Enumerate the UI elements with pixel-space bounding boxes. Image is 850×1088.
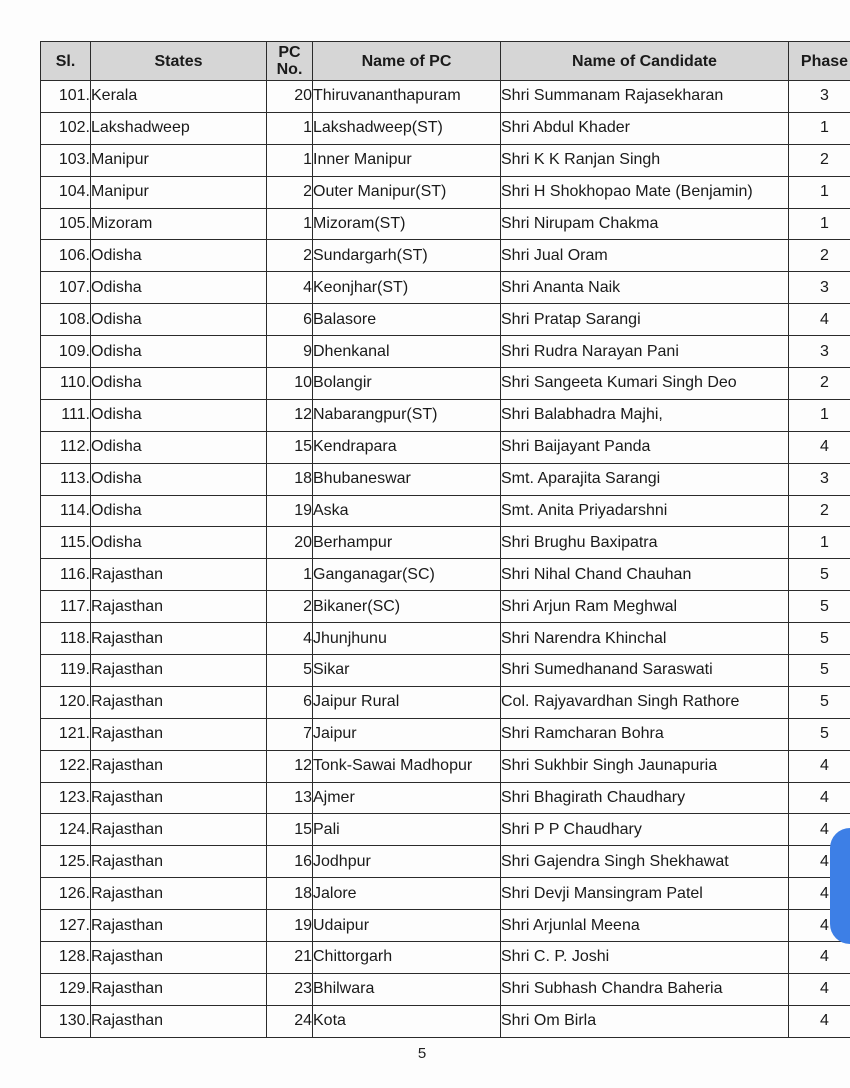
cell-state: Manipur [91, 176, 267, 208]
cell-candidate: Shri Arjunlal Meena [501, 910, 789, 942]
cell-pc-no: 18 [267, 878, 313, 910]
table-row [41, 942, 850, 974]
table-row [41, 591, 850, 623]
cell-state: Kerala [91, 81, 267, 113]
cell-sl: 116. [41, 559, 91, 591]
table-row [41, 144, 850, 176]
cell-sl: 106. [41, 240, 91, 272]
cell-state: Odisha [91, 399, 267, 431]
cell-pc-name: Aska [313, 495, 501, 527]
cell-pc-no: 5 [267, 655, 313, 687]
table-row [41, 240, 850, 272]
cell-phase: 5 [789, 686, 850, 718]
cell-state: Rajasthan [91, 718, 267, 750]
cell-sl: 125. [41, 846, 91, 878]
cell-candidate: Shri Sukhbir Singh Jaunapuria [501, 750, 789, 782]
cell-phase: 2 [789, 368, 850, 400]
cell-pc-no: 23 [267, 973, 313, 1005]
cell-pc-name: Kota [313, 1005, 501, 1037]
cell-state: Rajasthan [91, 973, 267, 1005]
cell-pc-no: 10 [267, 368, 313, 400]
cell-phase: 4 [789, 942, 850, 974]
cell-candidate: Shri Rudra Narayan Pani [501, 336, 789, 368]
cell-candidate: Shri K K Ranjan Singh [501, 144, 789, 176]
cell-pc-name: Ajmer [313, 782, 501, 814]
page-number: 5 [417, 1045, 427, 1062]
cell-pc-name: Keonjhar(ST) [313, 272, 501, 304]
cell-pc-no: 7 [267, 718, 313, 750]
cell-pc-name: Mizoram(ST) [313, 208, 501, 240]
cell-state: Rajasthan [91, 782, 267, 814]
cell-candidate: Shri Sangeeta Kumari Singh Deo [501, 368, 789, 400]
cell-pc-no: 12 [267, 750, 313, 782]
cell-phase: 4 [789, 910, 850, 942]
cell-phase: 2 [789, 144, 850, 176]
cell-state: Rajasthan [91, 655, 267, 687]
cell-state: Odisha [91, 304, 267, 336]
cell-candidate: Shri Subhash Chandra Baheria [501, 973, 789, 1005]
cell-sl: 102. [41, 112, 91, 144]
table-row [41, 1005, 850, 1037]
cell-pc-name: Udaipur [313, 910, 501, 942]
cell-pc-no: 6 [267, 686, 313, 718]
cell-pc-name: Nabarangpur(ST) [313, 399, 501, 431]
cell-pc-no: 2 [267, 591, 313, 623]
cell-candidate: Shri Narendra Khinchal [501, 623, 789, 655]
cell-sl: 113. [41, 463, 91, 495]
cell-pc-name: Jodhpur [313, 846, 501, 878]
cell-pc-name: Tonk-Sawai Madhopur [313, 750, 501, 782]
cell-sl: 103. [41, 144, 91, 176]
cell-state: Rajasthan [91, 1005, 267, 1037]
cell-pc-name: Bhilwara [313, 973, 501, 1005]
cell-candidate: Shri Gajendra Singh Shekhawat [501, 846, 789, 878]
cell-phase: 5 [789, 655, 850, 687]
cell-candidate: Smt. Anita Priyadarshni [501, 495, 789, 527]
cell-pc-name: Jalore [313, 878, 501, 910]
cell-state: Rajasthan [91, 686, 267, 718]
cell-candidate: Smt. Aparajita Sarangi [501, 463, 789, 495]
header-pc-no [267, 42, 313, 81]
table-row [41, 304, 850, 336]
table-row [41, 431, 850, 463]
cell-pc-no: 2 [267, 176, 313, 208]
cell-state: Rajasthan [91, 942, 267, 974]
cell-sl: 124. [41, 814, 91, 846]
cell-state: Rajasthan [91, 878, 267, 910]
cell-sl: 127. [41, 910, 91, 942]
header-name-of-candidate: Name of Candidate [501, 42, 789, 81]
cell-sl: 109. [41, 336, 91, 368]
cell-phase: 5 [789, 591, 850, 623]
cell-candidate: Shri Sumedhanand Saraswati [501, 655, 789, 687]
cell-state: Odisha [91, 495, 267, 527]
cell-pc-name: Lakshadweep(ST) [313, 112, 501, 144]
cell-state: Rajasthan [91, 591, 267, 623]
cell-pc-name: Dhenkanal [313, 336, 501, 368]
cell-sl: 121. [41, 718, 91, 750]
cell-phase: 5 [789, 559, 850, 591]
table-row [41, 686, 850, 718]
cell-phase: 4 [789, 782, 850, 814]
cell-candidate: Shri Arjun Ram Meghwal [501, 591, 789, 623]
cell-pc-name: Chittorgarh [313, 942, 501, 974]
cell-state: Rajasthan [91, 910, 267, 942]
table-row [41, 399, 850, 431]
cell-pc-no: 9 [267, 336, 313, 368]
cell-pc-no: 1 [267, 208, 313, 240]
table-row [41, 750, 850, 782]
cell-pc-no: 19 [267, 910, 313, 942]
cell-pc-name: Ganganagar(SC) [313, 559, 501, 591]
cell-pc-no: 20 [267, 527, 313, 559]
cell-phase: 3 [789, 272, 850, 304]
table-row [41, 527, 850, 559]
cell-phase: 2 [789, 495, 850, 527]
cell-state: Mizoram [91, 208, 267, 240]
cell-phase: 1 [789, 527, 850, 559]
cell-candidate: Shri Ananta Naik [501, 272, 789, 304]
cell-sl: 126. [41, 878, 91, 910]
cell-pc-no: 18 [267, 463, 313, 495]
table-header [41, 42, 850, 81]
cell-phase: 4 [789, 973, 850, 1005]
cell-state: Odisha [91, 240, 267, 272]
cell-pc-name: Bhubaneswar [313, 463, 501, 495]
cell-pc-name: Inner Manipur [313, 144, 501, 176]
cell-pc-no: 15 [267, 431, 313, 463]
cell-state: Odisha [91, 272, 267, 304]
cell-candidate: Shri Nihal Chand Chauhan [501, 559, 789, 591]
cell-state: Rajasthan [91, 559, 267, 591]
cell-pc-name: Kendrapara [313, 431, 501, 463]
cell-sl: 117. [41, 591, 91, 623]
cell-state: Rajasthan [91, 750, 267, 782]
cell-candidate: Col. Rajyavardhan Singh Rathore [501, 686, 789, 718]
cell-sl: 128. [41, 942, 91, 974]
cell-phase: 1 [789, 176, 850, 208]
cell-candidate: Shri Jual Oram [501, 240, 789, 272]
cell-phase: 3 [789, 463, 850, 495]
cell-pc-no: 1 [267, 144, 313, 176]
cell-phase: 1 [789, 399, 850, 431]
table-row [41, 559, 850, 591]
cell-pc-name: Jaipur Rural [313, 686, 501, 718]
cell-state: Manipur [91, 144, 267, 176]
cell-pc-name: Bikaner(SC) [313, 591, 501, 623]
cell-state: Rajasthan [91, 846, 267, 878]
cell-pc-no: 16 [267, 846, 313, 878]
cell-phase: 4 [789, 304, 850, 336]
cell-phase: 5 [789, 718, 850, 750]
cell-pc-name: Balasore [313, 304, 501, 336]
table-body [41, 81, 850, 1038]
header-name-of-pc: Name of PC [313, 42, 501, 81]
table-row [41, 878, 850, 910]
cell-phase: 1 [789, 112, 850, 144]
cell-phase: 4 [789, 878, 850, 910]
cell-pc-name: Sundargarh(ST) [313, 240, 501, 272]
cell-candidate: Shri Devji Mansingram Patel [501, 878, 789, 910]
cell-candidate: Shri Balabhadra Majhi, [501, 399, 789, 431]
cell-pc-name: Jaipur [313, 718, 501, 750]
cell-sl: 114. [41, 495, 91, 527]
cell-sl: 111. [41, 399, 91, 431]
cell-sl: 115. [41, 527, 91, 559]
table-row [41, 463, 850, 495]
table-row [41, 336, 850, 368]
cell-phase: 3 [789, 336, 850, 368]
cell-candidate: Shri C. P. Joshi [501, 942, 789, 974]
cell-phase: 5 [789, 623, 850, 655]
cell-candidate: Shri Summanam Rajasekharan [501, 81, 789, 113]
header-phase: Phase [789, 42, 850, 81]
cell-sl: 105. [41, 208, 91, 240]
table-row [41, 846, 850, 878]
cell-candidate: Shri Bhagirath Chaudhary [501, 782, 789, 814]
cell-phase: 1 [789, 208, 850, 240]
cell-sl: 101. [41, 81, 91, 113]
table-row [41, 623, 850, 655]
table-row [41, 368, 850, 400]
cell-phase: 2 [789, 240, 850, 272]
cell-pc-no: 12 [267, 399, 313, 431]
cell-phase: 4 [789, 431, 850, 463]
cell-pc-no: 1 [267, 112, 313, 144]
cell-sl: 120. [41, 686, 91, 718]
cell-pc-no: 6 [267, 304, 313, 336]
table-row [41, 814, 850, 846]
cell-phase: 4 [789, 750, 850, 782]
cell-pc-no: 4 [267, 272, 313, 304]
cell-pc-name: Sikar [313, 655, 501, 687]
table-row [41, 176, 850, 208]
cell-candidate: Shri Brughu Baxipatra [501, 527, 789, 559]
cell-candidate: Shri P P Chaudhary [501, 814, 789, 846]
table-row [41, 81, 850, 113]
cell-sl: 130. [41, 1005, 91, 1037]
cell-sl: 112. [41, 431, 91, 463]
header-row [41, 42, 850, 81]
cell-sl: 110. [41, 368, 91, 400]
cell-phase: 4 [789, 846, 850, 878]
cell-pc-name: Pali [313, 814, 501, 846]
cell-candidate: Shri Baijayant Panda [501, 431, 789, 463]
cell-state: Lakshadweep [91, 112, 267, 144]
table-row [41, 910, 850, 942]
cell-state: Odisha [91, 368, 267, 400]
header-states: States [91, 42, 267, 81]
cell-sl: 122. [41, 750, 91, 782]
cell-sl: 108. [41, 304, 91, 336]
cell-pc-no: 20 [267, 81, 313, 113]
cell-pc-no: 15 [267, 814, 313, 846]
cell-sl: 107. [41, 272, 91, 304]
table-row [41, 782, 850, 814]
header-sl: Sl. [41, 42, 91, 81]
cell-candidate: Shri Om Birla [501, 1005, 789, 1037]
cell-candidate: Shri Nirupam Chakma [501, 208, 789, 240]
cell-phase: 3 [789, 81, 850, 113]
cell-pc-no: 2 [267, 240, 313, 272]
cell-pc-no: 4 [267, 623, 313, 655]
cell-phase: 4 [789, 1005, 850, 1037]
table-row [41, 112, 850, 144]
cell-candidate: Shri Ramcharan Bohra [501, 718, 789, 750]
cell-sl: 129. [41, 973, 91, 1005]
cell-candidate: Shri Abdul Khader [501, 112, 789, 144]
cell-pc-no: 19 [267, 495, 313, 527]
candidates-table [40, 41, 850, 1038]
table-row [41, 718, 850, 750]
cell-pc-name: Thiruvananthapuram [313, 81, 501, 113]
cell-pc-name: Bolangir [313, 368, 501, 400]
cell-phase: 4 [789, 814, 850, 846]
cell-state: Odisha [91, 527, 267, 559]
cell-sl: 104. [41, 176, 91, 208]
cell-candidate: Shri Pratap Sarangi [501, 304, 789, 336]
cell-state: Odisha [91, 336, 267, 368]
cell-sl: 118. [41, 623, 91, 655]
cell-sl: 123. [41, 782, 91, 814]
table-row [41, 272, 850, 304]
cell-pc-name: Jhunjhunu [313, 623, 501, 655]
cell-pc-name: Outer Manipur(ST) [313, 176, 501, 208]
cell-state: Rajasthan [91, 623, 267, 655]
cell-pc-no: 13 [267, 782, 313, 814]
cell-pc-name: Berhampur [313, 527, 501, 559]
cell-pc-no: 21 [267, 942, 313, 974]
header-pc-no-line2: No. [276, 61, 303, 78]
header-pc-no-line1: PC [278, 44, 301, 61]
table-row [41, 495, 850, 527]
cell-pc-no: 1 [267, 559, 313, 591]
cell-state: Rajasthan [91, 814, 267, 846]
cell-sl: 119. [41, 655, 91, 687]
cell-pc-no: 24 [267, 1005, 313, 1037]
cell-candidate: Shri H Shokhopao Mate (Benjamin) [501, 176, 789, 208]
table-row [41, 208, 850, 240]
table-row [41, 655, 850, 687]
floating-overlay-button[interactable] [830, 828, 850, 944]
cell-state: Odisha [91, 431, 267, 463]
table-row [41, 973, 850, 1005]
cell-state: Odisha [91, 463, 267, 495]
